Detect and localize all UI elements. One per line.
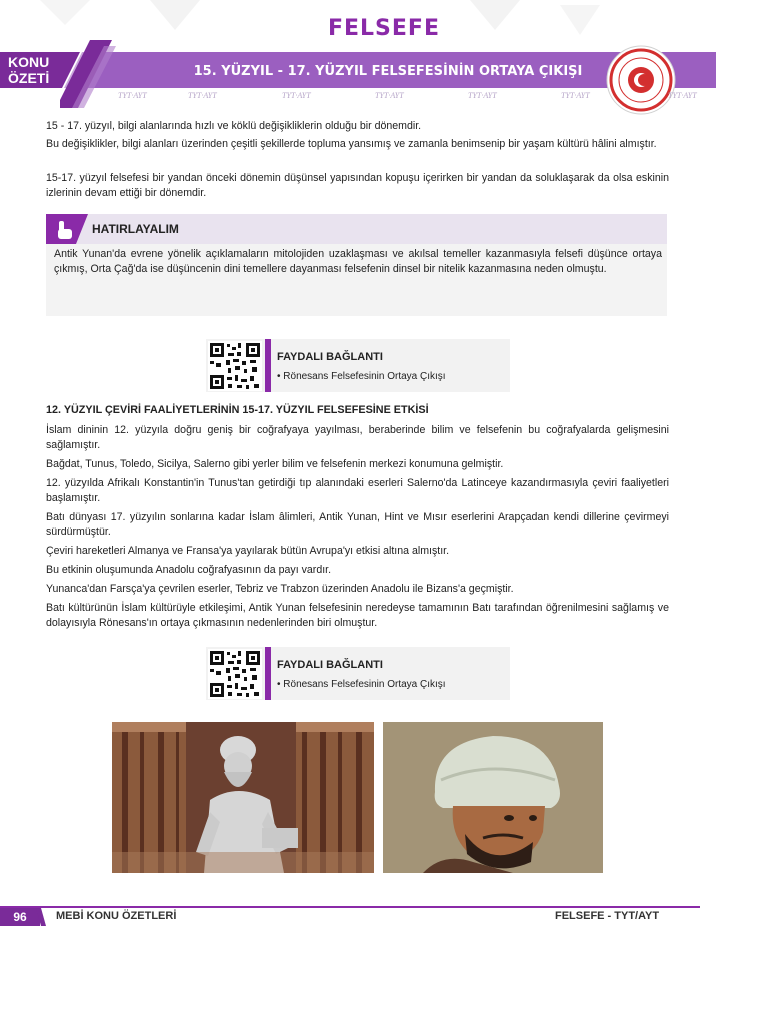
section-tag-line2: ÖZETİ: [8, 70, 50, 86]
reminder-text: Antik Yunan'da evrene yönelik açıklamaların mitolojiden uzaklaşması ve akılsal temeller kazanmasıyla felsefi düşünce ortaya çıkmış, Orta Çağ'da ise düşüncenin dini temellere dayanması felsefenin dinsel bir nitelik kazanmasına neden olmuştu.: [54, 248, 662, 275]
section-tag-line1: KONU: [8, 54, 50, 70]
reminder-title: HATIRLAYALIM: [92, 222, 179, 236]
footer-stripe-decoration: [36, 906, 48, 926]
useful-link-item[interactable]: • Rönesans Felsefesinin Ortaya Çıkışı: [277, 371, 446, 382]
statue-photo: [112, 722, 374, 873]
pointing-hand-icon: [46, 214, 88, 244]
intro-paragraph: 15 - 17. yüzyıl, bilgi alanlarında hızlı ve köklü değişikliklerin olduğu bir dönemdir.: [46, 120, 422, 132]
useful-link-item[interactable]: • Rönesans Felsefesinin Ortaya Çıkışı: [277, 679, 446, 690]
strip-label: TYT·AYT: [468, 91, 497, 100]
qr-code-icon[interactable]: [208, 649, 262, 699]
section-paragraph: İslam dininin 12. yüzyıla doğru geniş bir coğrafyaya yayılması, beraberinde bilim ve felsefenin bu coğrafyalarda gelişmesini sağlamıştır.: [46, 424, 669, 451]
section-paragraph: Batı kültürünün İslam kültürüyle etkileşimi, Antik Yunan felsefesinin neredeyse tamamının Batı tarafından öğrenilmesini sağlamış ve dolayısıyla Rönesans'ın ortaya çıkmasının nedenlerinden biri olmuştur.: [46, 602, 669, 629]
intro-paragraph: 15-17. yüzyıl felsefesi bir yandan önceki dönemin düşünsel yapısından kopuşu içerirken bir yandan da soluklaşarak da olsa eskinin izlerinin devam ettiği bir dönemdir.: [46, 172, 669, 199]
section-paragraph: Batı dünyası 17. yüzyılın sonlarına kadar İslam âlimleri, Antik Yunan, Hint ve Mısır eserlerini Arapçadan kendi dillerine çevirmeyi sürdürmüştür.: [46, 511, 669, 538]
strip-label: TYT·AYT: [375, 91, 404, 100]
section-paragraph: Yunanca'dan Farsça'ya çevrilen eserler, Tebriz ve Trabzon üzerinden Anadolu ile Bizans'a geçmiştir.: [46, 583, 514, 595]
section-paragraph: 12. yüzyılda Afrikalı Konstantin'in Tunus'tan getirdiği tıp alanındaki eserleri Salerno'da Latinceye kazandırmasıyla çeviri faaliyetleri başlamıştır.: [46, 477, 669, 504]
footer-publication: MEBİ KONU ÖZETLERİ: [56, 910, 177, 922]
footer-subject: FELSEFE - TYT/AYT: [555, 910, 660, 922]
section-paragraph: Bağdat, Tunus, Toledo, Sicilya, Salerno gibi yerler bilim ve felsefenin merkezi konumuna gelmiştir.: [46, 458, 504, 470]
ministry-seal-logo: [606, 45, 676, 115]
strip-label: TYT·AYT: [118, 91, 147, 100]
strip-label: TYT·AYT: [561, 91, 590, 100]
strip-label: TYT·AYT: [668, 91, 697, 100]
section-heading: 12. YÜZYIL ÇEVİRİ FAALİYETLERİNİN 15-17. YÜZYIL FELSEFESİNE ETKİSİ: [46, 404, 429, 416]
footer-divider: [0, 906, 700, 908]
topic-title: 15. YÜZYIL - 17. YÜZYIL FELSEFESİNİN ORTAYA ÇIKIŞI: [193, 64, 583, 79]
tyt-ayt-strip: [110, 91, 716, 101]
section-paragraph: Çeviri hareketleri Almanya ve Fransa'ya yayılarak bütün Avrupa'yı etkisi altına almıştır.: [46, 545, 450, 557]
qr-code-icon[interactable]: [208, 341, 262, 391]
intro-paragraph: Bu değişiklikler, bilgi alanları üzerinden çeşitli şekillerde topluma yansımış ve zamanla benimsenip bir yaşam kültürü hâlini almıştır.: [46, 138, 657, 150]
section-paragraph: Bu etkinin oluşumunda Anadolu coğrafyasının da payı vardır.: [46, 564, 332, 576]
link-accent-bar: [265, 647, 271, 700]
page-number: 96: [0, 908, 40, 926]
portrait-painting: [383, 722, 603, 873]
useful-link-title: FAYDALI BAĞLANTI: [277, 659, 383, 671]
subject-title: FELSEFE: [327, 16, 440, 41]
strip-label: TYT·AYT: [188, 91, 217, 100]
link-accent-bar: [265, 339, 271, 392]
useful-link-title: FAYDALI BAĞLANTI: [277, 351, 383, 363]
strip-label: TYT·AYT: [282, 91, 311, 100]
